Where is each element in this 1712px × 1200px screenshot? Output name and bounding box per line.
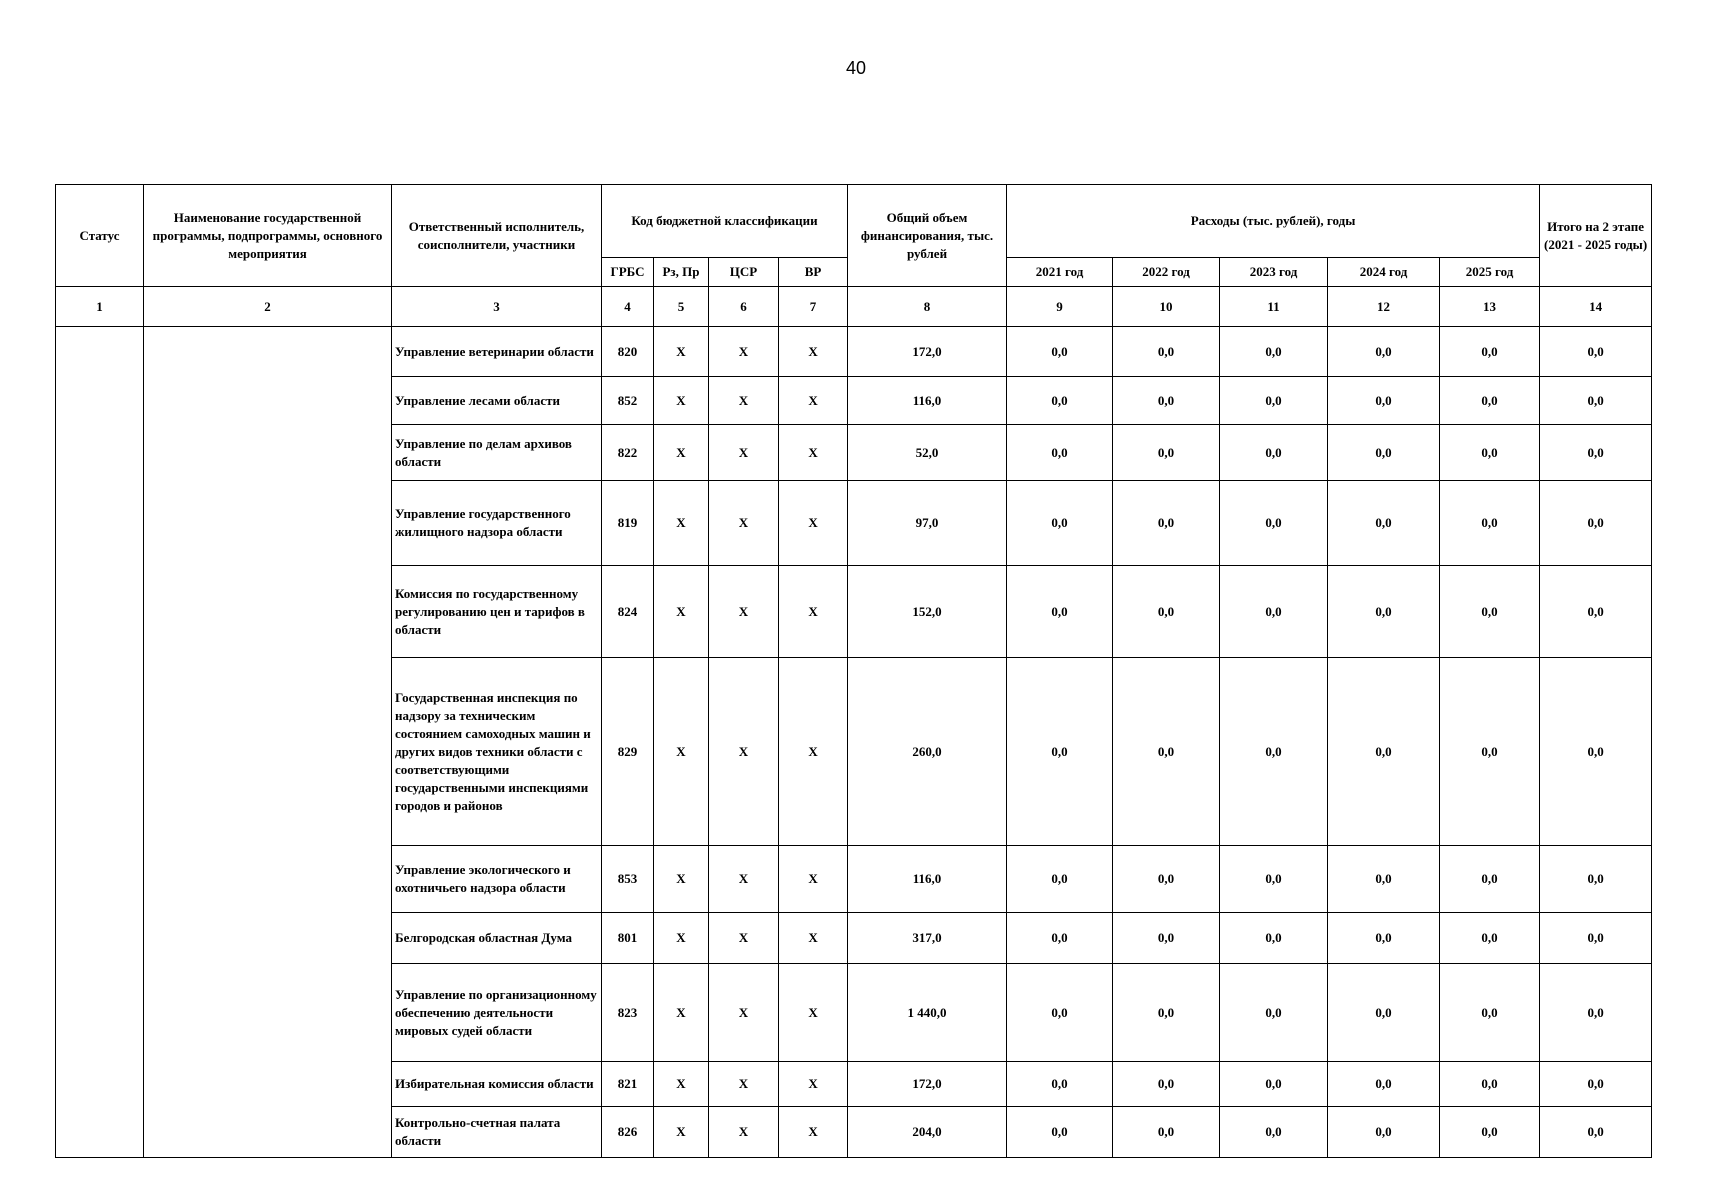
csr-cell: X [709, 658, 779, 846]
year-2024-cell: 0,0 [1328, 481, 1440, 566]
total-volume-header: Общий объем финансирования, тыс. рублей [848, 185, 1007, 287]
csr-cell: X [709, 425, 779, 481]
column-number: 5 [654, 287, 709, 327]
executor-cell: Государственная инспекция по надзору за техническим состоянием самоходных машин и других видов техники области с соответствующими государственными инспекциями городов и районов [392, 658, 602, 846]
year-2021-cell: 0,0 [1007, 1062, 1113, 1107]
status-header: Статус [56, 185, 144, 287]
total-cell: 116,0 [848, 377, 1007, 425]
stage-total-cell: 0,0 [1540, 481, 1652, 566]
expenses-header: Расходы (тыс. рублей), годы [1007, 185, 1540, 258]
column-number: 10 [1113, 287, 1220, 327]
budget-code-header: Код бюджетной классификации [602, 185, 848, 258]
column-number: 3 [392, 287, 602, 327]
year-2025-cell: 0,0 [1440, 1107, 1540, 1158]
year-2022-cell: 0,0 [1113, 1062, 1220, 1107]
column-number: 6 [709, 287, 779, 327]
year-2024-cell: 0,0 [1328, 846, 1440, 913]
vr-cell: X [779, 327, 848, 377]
grbs-cell: 801 [602, 913, 654, 964]
header-row-1 [56, 185, 1652, 258]
stage-total-cell: 0,0 [1540, 425, 1652, 481]
vr-cell: X [779, 481, 848, 566]
vr-cell: X [779, 566, 848, 658]
year-2024-cell: 0,0 [1328, 913, 1440, 964]
column-number: 4 [602, 287, 654, 327]
year-2024-cell: 0,0 [1328, 425, 1440, 481]
year-2024-cell: 0,0 [1328, 377, 1440, 425]
vr-cell: X [779, 1062, 848, 1107]
year-2022-cell: 0,0 [1113, 566, 1220, 658]
year-2022-cell: 0,0 [1113, 913, 1220, 964]
column-number: 11 [1220, 287, 1328, 327]
column-number: 13 [1440, 287, 1540, 327]
year-2022-cell: 0,0 [1113, 1107, 1220, 1158]
year-2025-cell: 0,0 [1440, 913, 1540, 964]
stage-total-cell: 0,0 [1540, 1062, 1652, 1107]
executor-cell: Управление экологического и охотничьего надзора области [392, 846, 602, 913]
year-2022-cell: 0,0 [1113, 658, 1220, 846]
year-2025-cell: 0,0 [1440, 1062, 1540, 1107]
table-body [56, 287, 1652, 1158]
vr-cell: X [779, 1107, 848, 1158]
year-2023-cell: 0,0 [1220, 377, 1328, 425]
rz-pr-cell: X [654, 1062, 709, 1107]
executor-header: Ответственный исполнитель, соисполнители, участники [392, 185, 602, 287]
vr-cell: X [779, 846, 848, 913]
csr-header: ЦСР [709, 258, 779, 287]
rz-pr-cell: X [654, 913, 709, 964]
column-numbers-row [56, 287, 1652, 327]
budget-table [55, 184, 1652, 1158]
vr-cell: X [779, 425, 848, 481]
grbs-cell: 824 [602, 566, 654, 658]
year-2023-cell: 0,0 [1220, 1107, 1328, 1158]
year-2023-cell: 0,0 [1220, 566, 1328, 658]
year-2023-cell: 0,0 [1220, 964, 1328, 1062]
vr-cell: X [779, 913, 848, 964]
rz-pr-header: Рз, Пр [654, 258, 709, 287]
total-cell: 116,0 [848, 846, 1007, 913]
rz-pr-cell: X [654, 566, 709, 658]
stage-total-cell: 0,0 [1540, 658, 1652, 846]
grbs-cell: 821 [602, 1062, 654, 1107]
csr-cell: X [709, 377, 779, 425]
status-cell [56, 327, 144, 1158]
stage-total-cell: 0,0 [1540, 913, 1652, 964]
year-2021-cell: 0,0 [1007, 964, 1113, 1062]
year-2025-cell: 0,0 [1440, 327, 1540, 377]
total-cell: 1 440,0 [848, 964, 1007, 1062]
year-2025-cell: 0,0 [1440, 846, 1540, 913]
vr-cell: X [779, 658, 848, 846]
executor-cell: Управление лесами области [392, 377, 602, 425]
table-row [56, 327, 1652, 377]
name-header: Наименование государственной программы, подпрограммы, основного мероприятия [144, 185, 392, 287]
rz-pr-cell: X [654, 377, 709, 425]
year-2021-cell: 0,0 [1007, 566, 1113, 658]
csr-cell: X [709, 846, 779, 913]
total-cell: 152,0 [848, 566, 1007, 658]
grbs-cell: 853 [602, 846, 654, 913]
column-number: 8 [848, 287, 1007, 327]
year-2024-cell: 0,0 [1328, 327, 1440, 377]
executor-cell: Управление по делам архивов области [392, 425, 602, 481]
column-number: 1 [56, 287, 144, 327]
year-2025-cell: 0,0 [1440, 658, 1540, 846]
stage-total-cell: 0,0 [1540, 327, 1652, 377]
year-2025-header: 2025 год [1440, 258, 1540, 287]
executor-cell: Управление по организационному обеспечению деятельности мировых судей области [392, 964, 602, 1062]
csr-cell: X [709, 566, 779, 658]
year-2025-cell: 0,0 [1440, 566, 1540, 658]
total-cell: 172,0 [848, 327, 1007, 377]
stage-total-header: Итого на 2 этапе (2021 - 2025 годы) [1540, 185, 1652, 287]
year-2024-cell: 0,0 [1328, 964, 1440, 1062]
vr-cell: X [779, 377, 848, 425]
year-2021-header: 2021 год [1007, 258, 1113, 287]
executor-cell: Белгородская областная Дума [392, 913, 602, 964]
grbs-cell: 820 [602, 327, 654, 377]
year-2025-cell: 0,0 [1440, 481, 1540, 566]
year-2021-cell: 0,0 [1007, 658, 1113, 846]
csr-cell: X [709, 481, 779, 566]
rz-pr-cell: X [654, 658, 709, 846]
executor-cell: Управление ветеринарии области [392, 327, 602, 377]
column-number: 9 [1007, 287, 1113, 327]
year-2021-cell: 0,0 [1007, 327, 1113, 377]
year-2025-cell: 0,0 [1440, 425, 1540, 481]
total-cell: 52,0 [848, 425, 1007, 481]
year-2021-cell: 0,0 [1007, 1107, 1113, 1158]
executor-cell: Контрольно-счетная палата области [392, 1107, 602, 1158]
rz-pr-cell: X [654, 327, 709, 377]
year-2023-cell: 0,0 [1220, 1062, 1328, 1107]
rz-pr-cell: X [654, 964, 709, 1062]
year-2023-cell: 0,0 [1220, 327, 1328, 377]
page-number: 40 [845, 58, 867, 78]
csr-cell: X [709, 964, 779, 1062]
year-2022-cell: 0,0 [1113, 846, 1220, 913]
year-2021-cell: 0,0 [1007, 425, 1113, 481]
grbs-cell: 826 [602, 1107, 654, 1158]
year-2021-cell: 0,0 [1007, 377, 1113, 425]
year-2024-header: 2024 год [1328, 258, 1440, 287]
year-2023-header: 2023 год [1220, 258, 1328, 287]
year-2022-header: 2022 год [1113, 258, 1220, 287]
year-2022-cell: 0,0 [1113, 964, 1220, 1062]
vr-cell: X [779, 964, 848, 1062]
year-2021-cell: 0,0 [1007, 481, 1113, 566]
grbs-cell: 829 [602, 658, 654, 846]
total-cell: 172,0 [848, 1062, 1007, 1107]
stage-total-cell: 0,0 [1540, 1107, 1652, 1158]
year-2023-cell: 0,0 [1220, 481, 1328, 566]
vr-header: ВР [779, 258, 848, 287]
column-number: 2 [144, 287, 392, 327]
rz-pr-cell: X [654, 1107, 709, 1158]
grbs-header: ГРБС [602, 258, 654, 287]
column-number: 7 [779, 287, 848, 327]
grbs-cell: 819 [602, 481, 654, 566]
executor-cell: Комиссия по государственному регулированию цен и тарифов в области [392, 566, 602, 658]
grbs-cell: 822 [602, 425, 654, 481]
year-2022-cell: 0,0 [1113, 377, 1220, 425]
total-cell: 204,0 [848, 1107, 1007, 1158]
csr-cell: X [709, 913, 779, 964]
year-2023-cell: 0,0 [1220, 846, 1328, 913]
year-2023-cell: 0,0 [1220, 913, 1328, 964]
total-cell: 260,0 [848, 658, 1007, 846]
stage-total-cell: 0,0 [1540, 566, 1652, 658]
column-number: 12 [1328, 287, 1440, 327]
year-2021-cell: 0,0 [1007, 846, 1113, 913]
year-2021-cell: 0,0 [1007, 913, 1113, 964]
stage-total-cell: 0,0 [1540, 964, 1652, 1062]
stage-total-cell: 0,0 [1540, 846, 1652, 913]
year-2022-cell: 0,0 [1113, 425, 1220, 481]
year-2023-cell: 0,0 [1220, 425, 1328, 481]
rz-pr-cell: X [654, 846, 709, 913]
year-2024-cell: 0,0 [1328, 1107, 1440, 1158]
rz-pr-cell: X [654, 481, 709, 566]
name-cell [144, 327, 392, 1158]
csr-cell: X [709, 1062, 779, 1107]
grbs-cell: 852 [602, 377, 654, 425]
stage-total-cell: 0,0 [1540, 377, 1652, 425]
year-2025-cell: 0,0 [1440, 377, 1540, 425]
year-2022-cell: 0,0 [1113, 327, 1220, 377]
executor-cell: Избирательная комиссия области [392, 1062, 602, 1107]
grbs-cell: 823 [602, 964, 654, 1062]
year-2025-cell: 0,0 [1440, 964, 1540, 1062]
year-2023-cell: 0,0 [1220, 658, 1328, 846]
total-cell: 97,0 [848, 481, 1007, 566]
column-number: 14 [1540, 287, 1652, 327]
year-2024-cell: 0,0 [1328, 1062, 1440, 1107]
csr-cell: X [709, 327, 779, 377]
year-2024-cell: 0,0 [1328, 658, 1440, 846]
rz-pr-cell: X [654, 425, 709, 481]
year-2024-cell: 0,0 [1328, 566, 1440, 658]
year-2022-cell: 0,0 [1113, 481, 1220, 566]
executor-cell: Управление государственного жилищного надзора области [392, 481, 602, 566]
csr-cell: X [709, 1107, 779, 1158]
total-cell: 317,0 [848, 913, 1007, 964]
